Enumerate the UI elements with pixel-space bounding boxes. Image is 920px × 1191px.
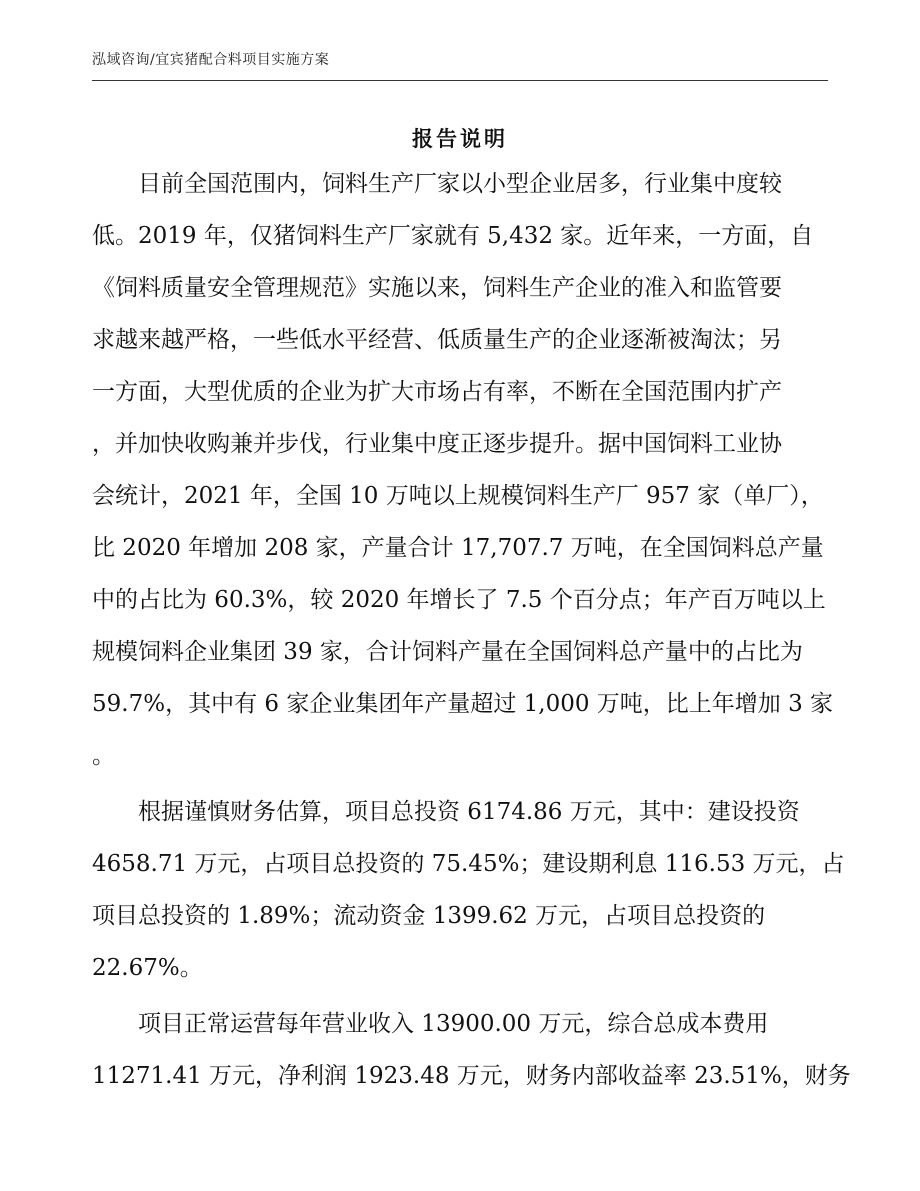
paragraph-operations	[92, 998, 851, 1102]
paragraph-line: 比 2020 年增加 208 家，产量合计 17,707.7 万吨，在全国饲料总产量	[92, 535, 824, 561]
paragraph-line: 低。2019 年，仅猪饲料生产厂家就有 5,432 家。近年来，一方面，自	[92, 223, 814, 249]
paragraph-line: 项目总投资的 1.89%；流动资金 1399.62 万元，占项目总投资的	[92, 903, 766, 929]
paragraph-line: 根据谨慎财务估算，项目总投资 6174.86 万元，其中：建设投资	[138, 799, 800, 825]
document-header: 泓域咨询/宜宾猪配合料项目实施方案	[92, 52, 330, 68]
paragraph-line: ，并加快收购兼并步伐，行业集中度正逐步提升。据中国饲料工业协	[92, 431, 782, 457]
paragraph-line: 求越来越严格，一些低水平经营、低质量生产的企业逐渐被淘汰；另	[92, 327, 782, 353]
paragraph-line: 中的占比为 60.3%，较 2020 年增长了 7.5 个百分点；年产百万吨以上	[92, 587, 826, 613]
header-divider	[92, 80, 828, 81]
paragraph-line: 规模饲料企业集团 39 家，合计饲料产量在全国饲料总产量中的占比为	[92, 639, 803, 665]
paragraph-market-overview	[92, 158, 834, 782]
paragraph-line: 4658.71 万元，占项目总投资的 75.45%；建设期利息 116.53 万元，占	[92, 851, 845, 877]
section-title: 报告说明	[412, 126, 508, 151]
paragraph-line: 59.7%，其中有 6 家企业集团年产量超过 1,000 万吨，比上年增加 3 家	[92, 691, 834, 717]
paragraph-line: 22.67%。	[92, 955, 203, 981]
paragraph-line: 《饲料质量安全管理规范》实施以来，饲料生产企业的准入和监管要	[92, 275, 782, 301]
paragraph-line: 目前全国范围内，饲料生产厂家以小型企业居多，行业集中度较	[138, 171, 782, 197]
paragraph-line: 项目正常运营每年营业收入 13900.00 万元，综合总成本费用	[138, 1011, 769, 1037]
paragraph-line: 11271.41 万元，净利润 1923.48 万元，财务内部收益率 23.51%，财务	[92, 1063, 851, 1089]
paragraph-investment	[92, 786, 845, 994]
paragraph-line: 。	[92, 743, 115, 769]
paragraph-line: 一方面，大型优质的企业为扩大市场占有率，不断在全国范围内扩产	[92, 379, 782, 405]
paragraph-line: 会统计，2021 年，全国 10 万吨以上规模饲料生产厂 957 家（单厂），	[92, 483, 824, 509]
